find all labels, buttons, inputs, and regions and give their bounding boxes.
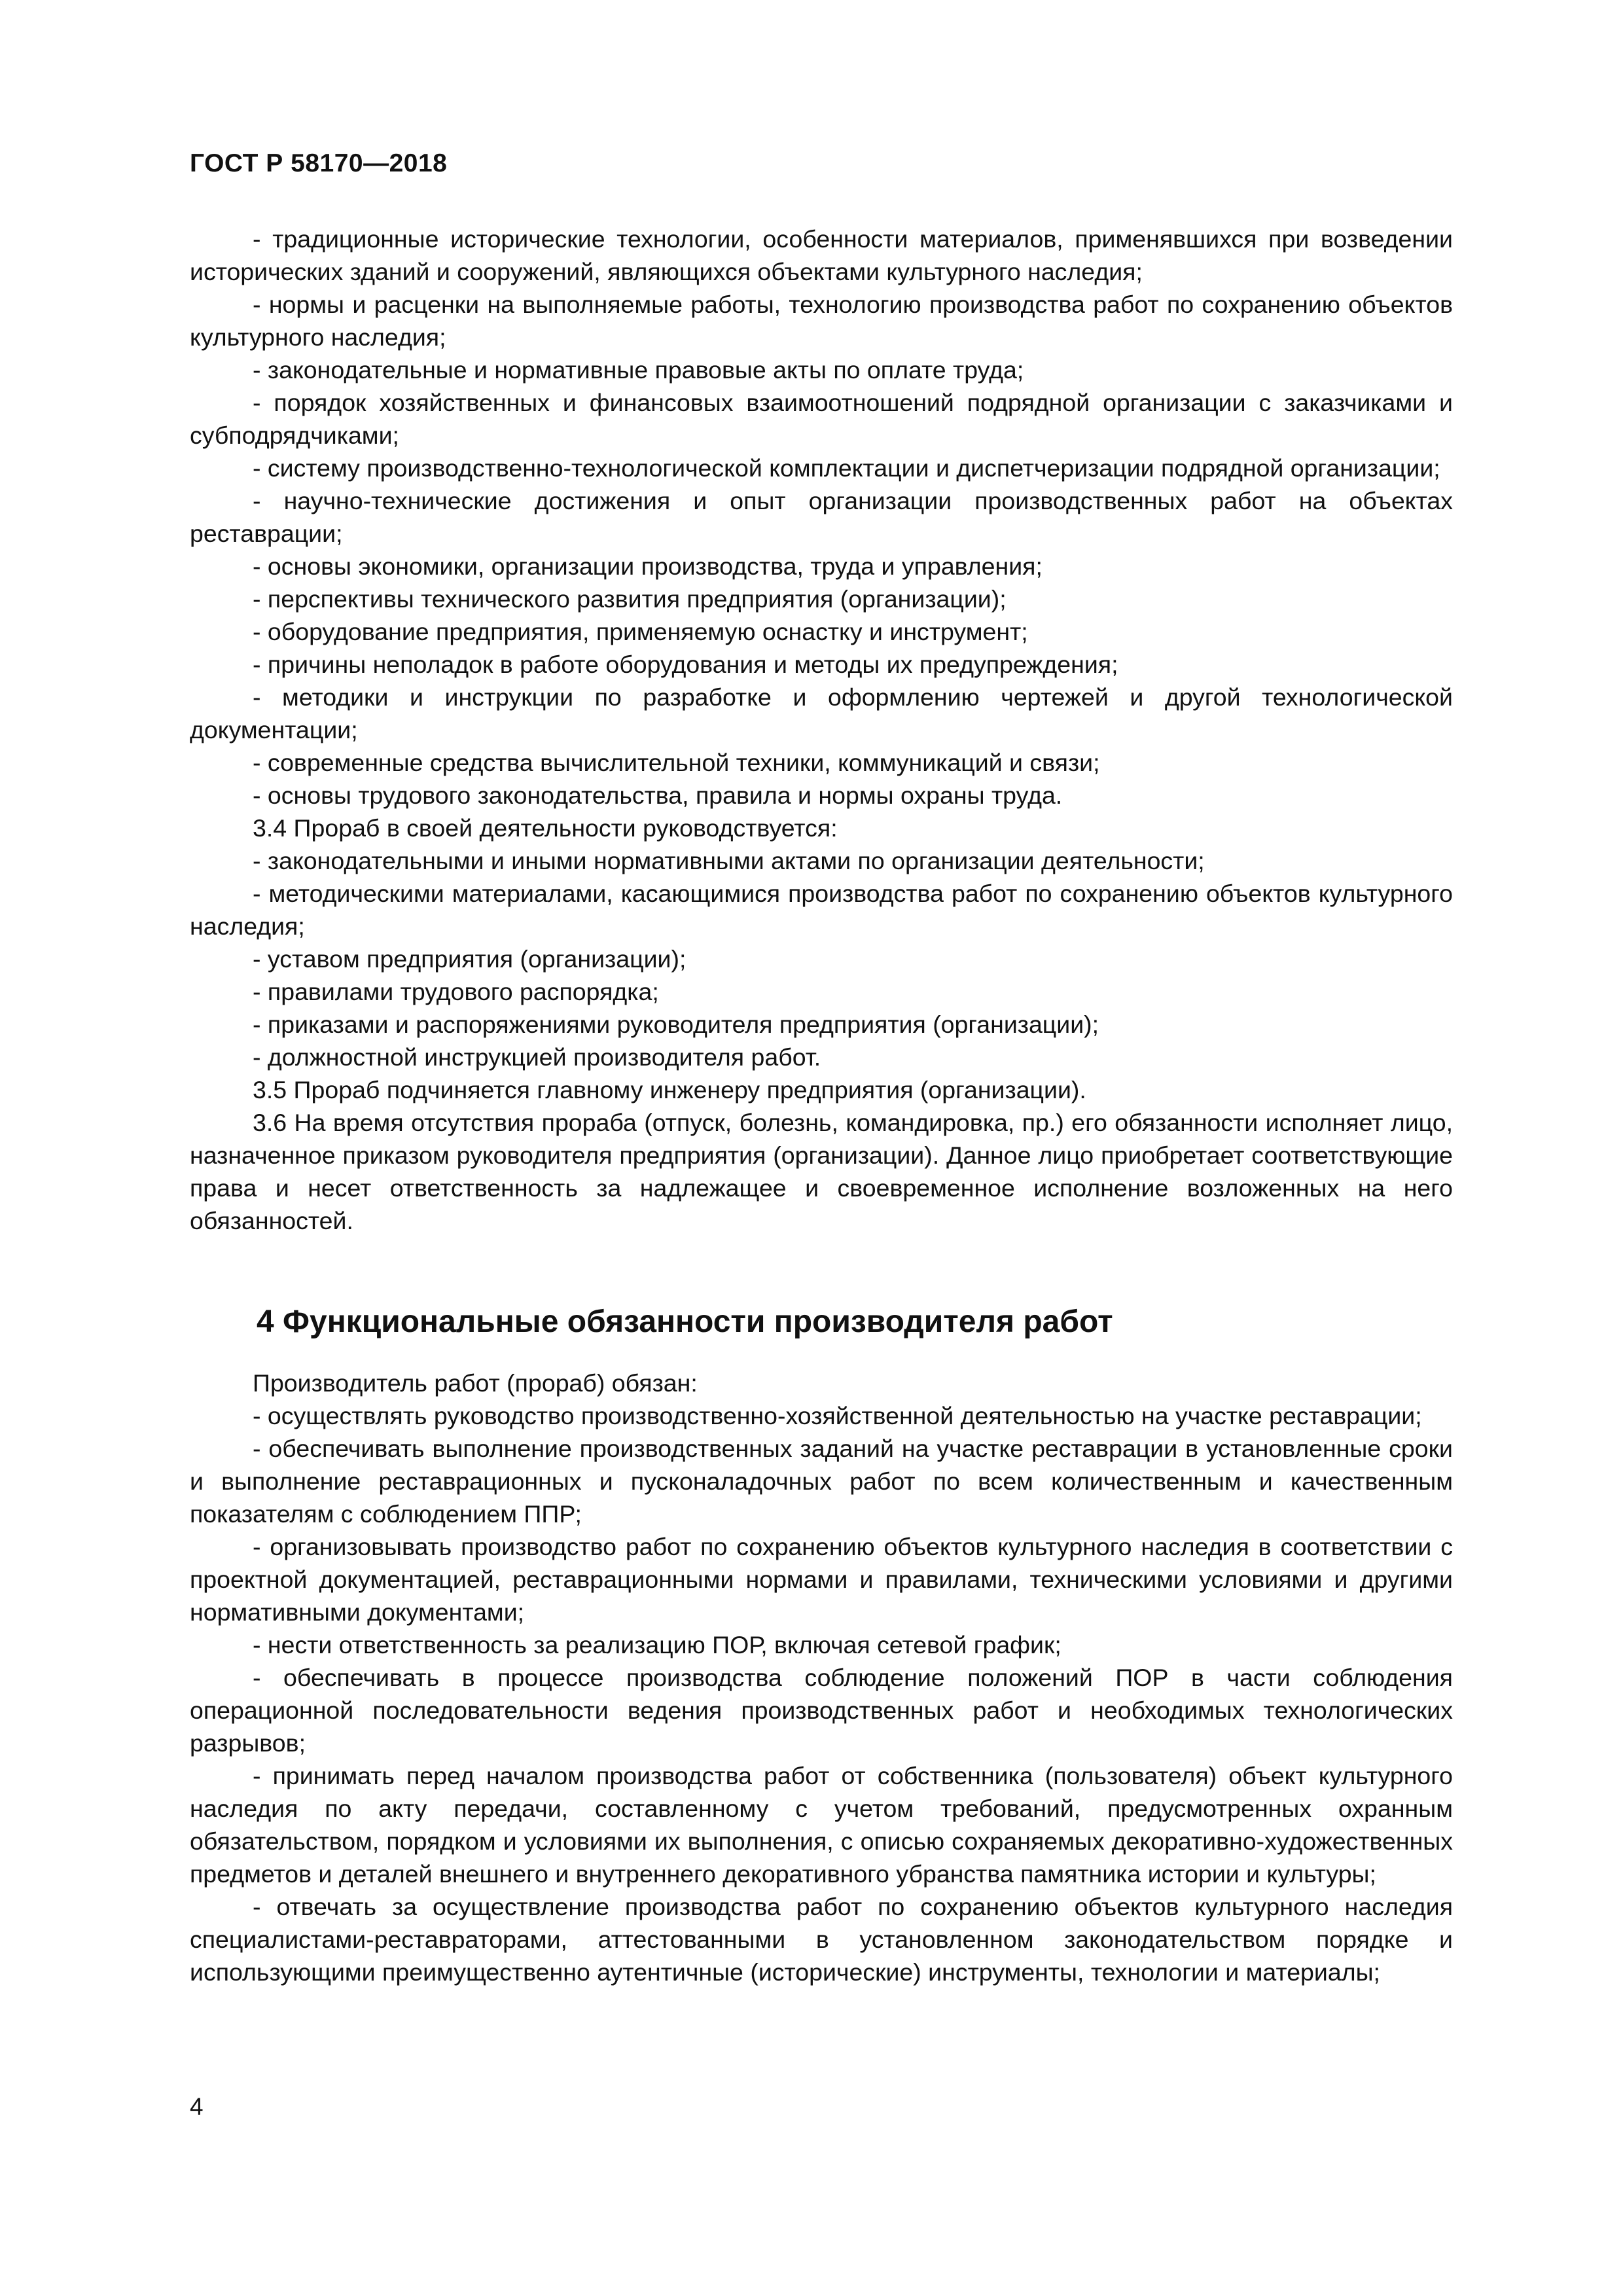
paragraph: - уставом предприятия (организации); xyxy=(253,945,687,973)
paragraph: - оборудование предприятия, применяемую оснастку и инструмент; xyxy=(253,618,1028,645)
paragraph: - обеспечивать выполнение производственных заданий на участке реставрации в установленные сроки и выполнение реставрационных и пусконаладочных работ по всем количественным и качественным показателям с соблюдением ППР; xyxy=(190,1435,1453,1528)
paragraph: - научно-технические достижения и опыт организации производственных работ на объектах реставрации; xyxy=(190,487,1453,547)
paragraph: - законодательные и нормативные правовые акты по оплате труда; xyxy=(253,356,1024,384)
clause-3-5: 3.5 Прораб подчиняется главному инженеру предприятия (организации). xyxy=(253,1076,1086,1103)
paragraph: - систему производственно-технологической комплектации и диспетчеризации подрядной организации; xyxy=(253,454,1440,482)
paragraph: - законодательными и иными нормативными актами по организации деятельности; xyxy=(253,847,1205,874)
paragraph: - отвечать за осуществление производства работ по сохранению объектов культурного наследия специалистами-реставраторами, аттестованными в установленном законодательством порядке и использующими преимущественно аутентичные (исторические) инструменты, технологии и материалы; xyxy=(190,1893,1453,1986)
paragraph: - методическими материалами, касающимися производства работ по сохранению объектов культурного наследия; xyxy=(190,880,1453,940)
paragraph: - правилами трудового распорядка; xyxy=(253,978,659,1005)
standard-id-header: ГОСТ Р 58170—2018 xyxy=(190,149,448,177)
paragraph: - осуществлять руководство производственно-хозяйственной деятельностью на участке реставрации; xyxy=(253,1402,1422,1429)
paragraph: - обеспечивать в процессе производства соблюдение положений ПОР в части соблюдения операционной последовательности ведения производственных работ и необходимых технологических разрывов; xyxy=(190,1664,1453,1757)
paragraph: - нести ответственность за реализацию ПОР, включая сетевой график; xyxy=(253,1631,1061,1659)
section-4-body xyxy=(190,1367,1453,1988)
paragraph: - нормы и расценки на выполняемые работы, технологию производства работ по сохранению объектов культурного наследия; xyxy=(190,291,1453,351)
paragraph: Производитель работ (прораб) обязан: xyxy=(253,1369,698,1397)
paragraph: - причины неполадок в работе оборудования и методы их предупреждения; xyxy=(253,651,1118,678)
clause-3-6: 3.6 На время отсутствия прораба (отпуск, болезнь, командировка, пр.) его обязанности исполняет лицо, назначенное приказом руководителя предприятия (организации). Данное лицо приобретает соответствующие права и несет ответственность за надлежащее и своевременное исполнение возложенных на него обязанностей. xyxy=(190,1109,1453,1234)
paragraph: - приказами и распоряжениями руководителя предприятия (организации); xyxy=(253,1011,1099,1038)
paragraph: - перспективы технического развития предприятия (организации); xyxy=(253,585,1007,613)
paragraph: - организовывать производство работ по сохранению объектов культурного наследия в соответствии с проектной документацией, реставрационными нормами и правилами, техническими условиями и другими нормативными документами; xyxy=(190,1533,1453,1626)
section-3-body xyxy=(190,223,1453,1237)
paragraph: - должностной инструкцией производителя работ. xyxy=(253,1043,821,1071)
clause-3-4: 3.4 Прораб в своей деятельности руководствуется: xyxy=(253,814,838,842)
paragraph: - основы экономики, организации производства, труда и управления; xyxy=(253,552,1043,580)
paragraph: - порядок хозяйственных и финансовых взаимоотношений подрядной организации с заказчиками и субподрядчиками; xyxy=(190,389,1453,449)
section-4-title: 4 Функциональные обязанности производителя работ xyxy=(257,1304,1113,1339)
paragraph: - основы трудового законодательства, правила и нормы охраны труда. xyxy=(253,781,1063,809)
paragraph: - методики и инструкции по разработке и оформлению чертежей и другой технологической документации; xyxy=(190,683,1453,744)
paragraph: - принимать перед началом производства работ от собственника (пользователя) объект культурного наследия по акту передачи, составленному с учетом требований, предусмотренных охранным обязательством, порядком и условиями их выполнения, с описью сохраняемых декоративно-художественных предметов и деталей внешнего и внутреннего декоративного убранства памятника истории и культуры; xyxy=(190,1762,1453,1888)
paragraph: - традиционные исторические технологии, особенности материалов, применявшихся при возведении исторических зданий и сооружений, являющихся объектами культурного наследия; xyxy=(190,225,1453,285)
paragraph: - современные средства вычислительной техники, коммуникаций и связи; xyxy=(253,749,1100,776)
page-number: 4 xyxy=(190,2093,204,2120)
